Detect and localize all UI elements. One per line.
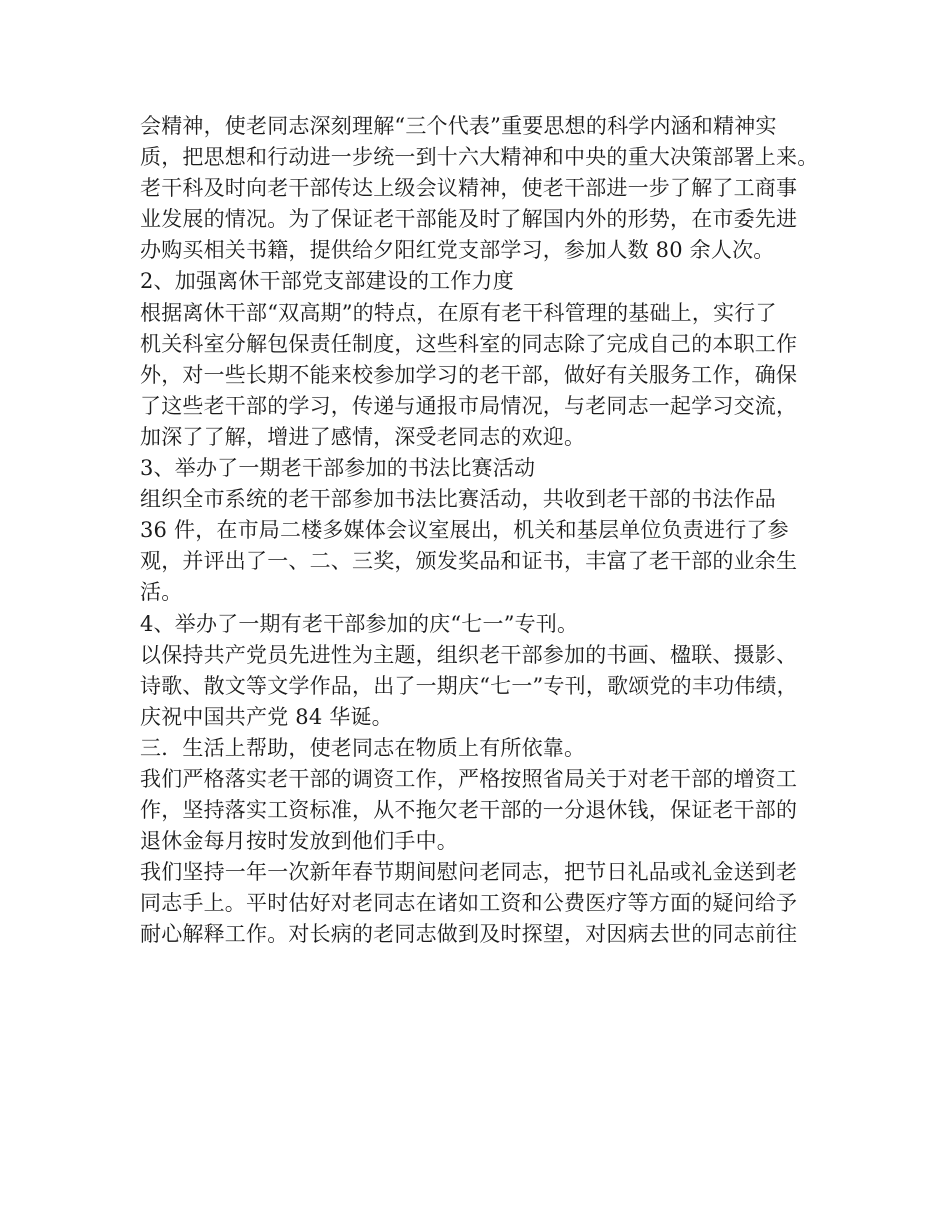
text-line: 我们严格落实老干部的调资工作，严格按照省局关于对老干部的增资工 [140,766,798,791]
text-line: 会精神，使老同志深刻理解“三个代表”重要思想的科学内涵和精神实 [140,114,777,138]
text-line: 老干科及时向老干部传达上级会议精神，使老干部进一步了解了工商事 [140,176,798,201]
text-line: 组织全市系统的老干部参加书法比赛活动，共收到老干部的书法作品 [140,487,776,512]
text-line: 36 件，在市局二楼多媒体会议室展出，机关和基层单位负责进行了参 [140,518,789,543]
document-body [140,111,840,951]
text-line: 诗歌、散文等文学作品，出了一期庆“七一”专刊，歌颂党的丰功伟绩， [140,673,798,698]
text-line: 退休金每月按时发放到他们手中。 [140,829,458,854]
text-line: 加深了了解，增进了感情，深受老同志的欢迎。 [140,424,586,449]
text-line: 观，并评出了一、二、三奖，颁发奖品和证书，丰富了老干部的业余生 [140,549,798,574]
text-line: 业发展的情况。为了保证老干部能及时了解国内外的形势，在市委先进 [140,207,798,232]
text-line: 以保持共产党员先进性为主题，组织老干部参加的书画、楹联、摄影、 [140,642,798,667]
text-line: 我们坚持一年一次新年春节期间慰问老同志，把节日礼品或礼金送到老 [140,860,798,885]
text-line: 耐心解释工作。对长病的老同志做到及时探望，对因病去世的同志前往 [140,922,798,947]
section-heading-3: 3、举办了一期老干部参加的书法比赛活动 [140,456,536,481]
text-line: 了这些老干部的学习，传递与通报市局情况，与老同志一起学习交流， [140,393,798,418]
text-line: 作，坚持落实工资标准，从不拖欠老干部的一分退休钱，保证老干部的 [140,798,798,823]
text-line: 质，把思想和行动进一步统一到十六大精神和中央的重大决策部署上来。 [140,145,819,170]
text-line: 机关科室分解包保责任制度，这些科室的同志除了完成自己的本职工作 [140,331,798,356]
text-line: 同志手上。平时估好对老同志在诸如工资和公费医疗等方面的疑问给予 [140,891,798,916]
section-heading-three: 三．生活上帮助，使老同志在物质上有所依靠。 [140,735,586,760]
section-heading-4: 4、举办了一期有老干部参加的庆“七一”专刊。 [140,611,579,636]
text-line: 外，对一些长期不能来校参加学习的老干部，做好有关服务工作，确保 [140,362,798,387]
text-line: 庆祝中国共产党 84 华诞。 [140,704,393,729]
text-line: 办购买相关书籍，提供给夕阳红党支部学习，参加人数 80 余人次。 [140,238,775,263]
text-line: 根据离休干部“双高期”的特点，在原有老干科管理的基础上，实行了 [140,300,777,325]
section-heading-2: 2、加强离休干部党支部建设的工作力度 [140,269,514,294]
text-line: 活。 [140,580,183,605]
